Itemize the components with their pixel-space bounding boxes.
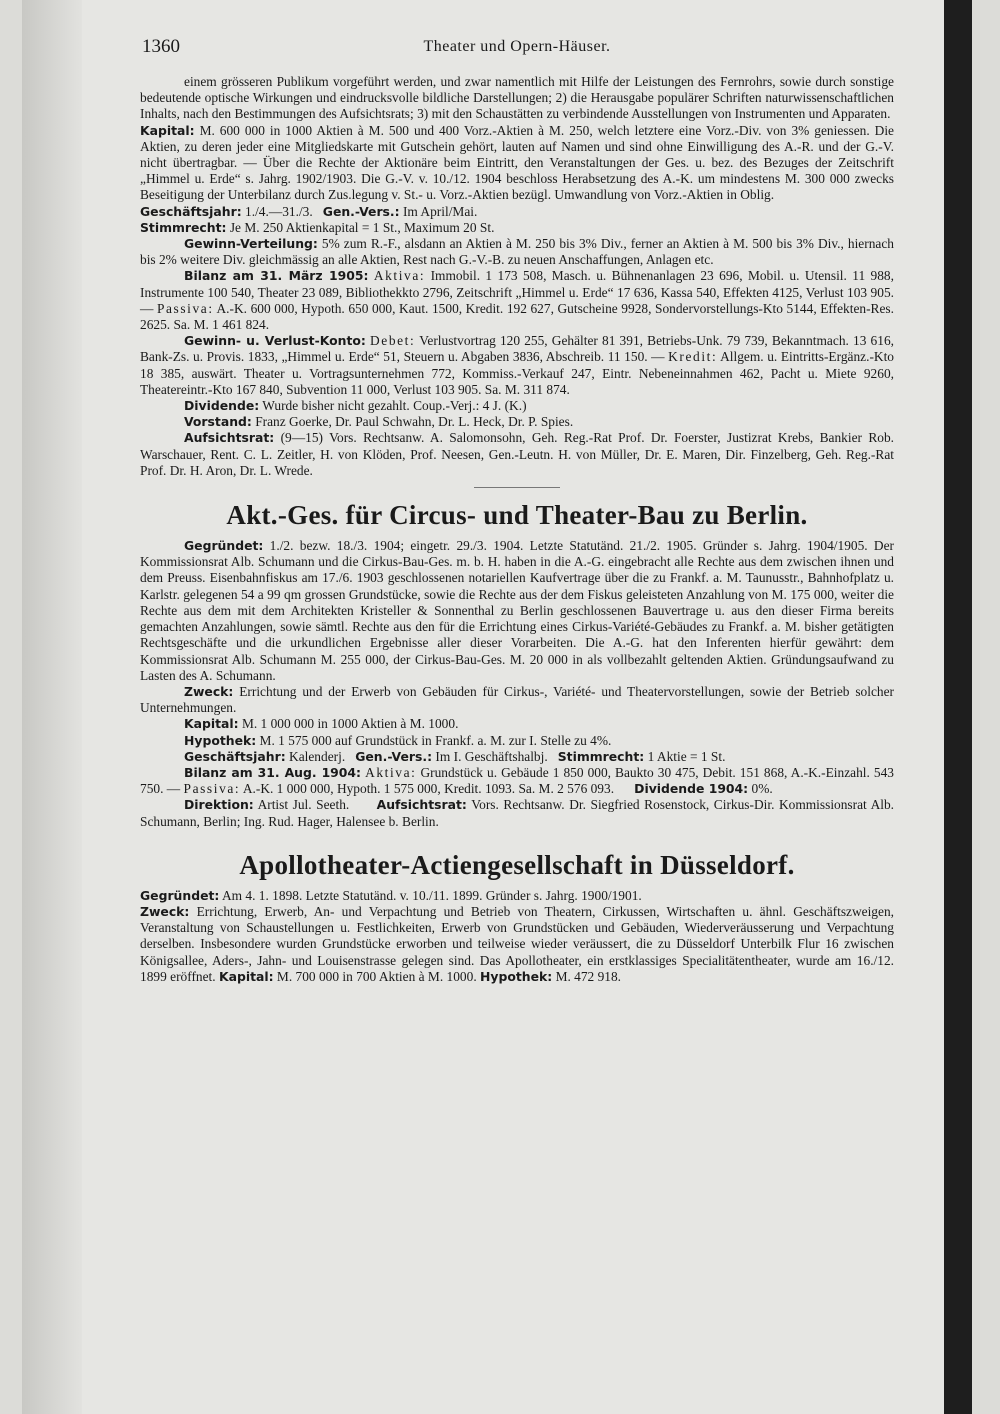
text-column (140, 74, 894, 985)
entry2-hypothek (140, 733, 894, 749)
value: 1./4.—31./3. (245, 203, 313, 219)
entry2-geschaeftsjahr (140, 749, 894, 765)
entry1-bilanz (140, 268, 894, 333)
label: Geschäftsjahr: (140, 203, 242, 219)
label: Hypothek: (184, 732, 257, 748)
entry1-aufsichtsrat (140, 430, 894, 479)
page-number: 1360 (142, 36, 180, 57)
entry1-geschaeftsjahr (140, 204, 894, 220)
label: Kapital: (184, 716, 239, 732)
entry1-stimmrecht (140, 220, 894, 236)
value: M. 1 575 000 auf Grundstück in Frankf. a. M. zur I. Stelle zu 4%. (259, 732, 612, 748)
kredit-label: Kredit: (668, 349, 718, 365)
section-divider (474, 487, 560, 488)
aktiva-label: Aktiva: (365, 764, 417, 780)
label: Stimmrecht: (557, 748, 645, 764)
entry2-zweck (140, 684, 894, 716)
value: Je M. 250 Aktienkapital = 1 St., Maximum 20 St. (229, 219, 495, 235)
label: Dividende 1904: (634, 781, 749, 797)
value: 1 Aktie = 1 St. (647, 748, 726, 764)
aktiva-label: Aktiva: (373, 268, 426, 284)
page-gutter-shadow (22, 0, 82, 1414)
entry2-bilanz (140, 765, 894, 797)
value: (9—15) Vors. Rechtsanw. A. Salomonsohn, Geh. Reg.-Rat Prof. Dr. Foerster, Justizrat Krebs, Bankier Rob. Warschauer, Rent. C. L. Zeitler, H. von Klöden, Prof. Neesen, Gen.-Leutn. H. von Müller, Dr. E. Maren, Dir. Finzelberg, Geh. Reg.-Rat Prof. Dr. H. Aron, Dr. L. Wrede. (140, 430, 894, 478)
value: Verlustvortrag 120 255, Gehälter 81 391, Betriebs-Unk. 79 739, Bekanntmach. 13 616, Bank-Zs. u. Provis. 1833, „Himmel u. Erde“ 51, Steuern u. Abgaben 3836, Abschreib. 11 150. — (140, 333, 894, 365)
label: Gewinn- u. Verlust-Konto: (184, 333, 366, 349)
value: Grundstück u. Gebäude 1 850 000, Baukto 30 475, Debit. 151 868, A.-K.-Einzahl. 543 750. — (140, 764, 894, 797)
label: Aufsichtsrat: (184, 430, 275, 446)
label: Kapital: (140, 122, 195, 138)
value: M. 600 000 in 1000 Aktien à M. 500 und 400 Vorz.-Aktien à M. 250, welch letztere eine Vorz.-Div. von 3% geniessen. Die Aktien, zu deren jeder eine Mitgliedskarte mit Gutschein gehört, lauten auf Namen und sind ohne Einwilligung des A.-R. und der G.-V. nicht übertragbar. — Über die Rechte der Aktionäre beim Eintritt, den Veranstaltungen der Ges. u. bez. des Bezuges der Zeitschrift „Himmel u. Erde“ s. Jahrg. 1902/1903. Die G.-V. v. 10./12. 1904 beschloss Herabsetzung des A.-K. um mindestens M. 300 000 zwecks Beseitigung der Unterbilanz durch Zus.legung v. St.- u. Vorz.-Aktien bezügl. Umwandlung von Vorz.-Aktien in Oblig. (140, 122, 894, 203)
passiva-label: Passiva: (183, 781, 241, 797)
entry2-direktion (140, 797, 894, 829)
value: 5% zum R.-F., alsdann an Aktien à M. 250 bis 3% Div., ferner an Aktien à M. 500 bis 3% Div., hiernach bis 2% weitere Div. gleichmässig an alle Aktien, Rest nach G.-V.-B. zu neuen Anschaffungen, Anlagen etc. (140, 236, 894, 268)
value: Im I. Geschäftshalbj. (435, 748, 548, 764)
value: Errichtung, Erwerb, An- und Verpachtung und Betrieb von Theatern, Cirkussen, Wirtschaften u. ähnl. Geschäftszweigen, Veranstaltung von Schaustellungen u. Festlichkeiten, Erwerb von Grundstücken und Gebäuden, Wiederveräusserung und Verpachtung derselben. Insbesondere wurden Grundstücke erworben und teilweise wieder veräussert, die zu Düsseldorf Unterbilk Flur 16 zwischen Königsallee, Aders-, Jahn- und Louisenstrasse gelegen sind. Das Apollotheater, ein erstklassiges Specialitätentheater, wurde am 16./12. 1899 eröffnet. (140, 903, 894, 984)
entry1-gewinn-verlust-konto (140, 333, 894, 398)
label: Hypothek: (480, 968, 553, 984)
value: 0%. (751, 781, 773, 797)
label: Gegründet: (140, 887, 220, 903)
value: M. 700 000 in 700 Aktien à M. 1000. (276, 968, 477, 984)
entry1-zweck-continuation: einem grösseren Publikum vorgeführt werden, und zwar namentlich mit Hilfe der Leistungen des Fernrohrs, sowie durch sonstige bedeutende optische Wirkungen und eindrucksvolle bildliche Darstellungen; 2) die Herausgabe populärer Schriften naturwissenschaftlichen Inhalts, nach den Bestimmungen des Aufsichtsrats; 3) mit den Schaustätten zu verbindende Ausstellungen von Instrumenten und Apparaten. (140, 74, 894, 122)
value: Errichtung und der Erwerb von Gebäuden für Cirkus-, Variété- und Theatervorstellungen, sowie der Betrieb solcher Unternehmungen. (140, 683, 894, 716)
page-header (142, 36, 892, 60)
label: Bilanz am 31. Aug. 1904: (184, 764, 362, 780)
label: Gen.-Vers.: (355, 748, 433, 764)
entry2-title: Akt.-Ges. für Circus- und Theater-Bau zu Berlin. (226, 500, 808, 531)
label: Gegründet: (184, 538, 264, 554)
page-edge-dark (944, 0, 972, 1414)
label: Aufsichtsrat: (376, 797, 467, 813)
value: M. 1 000 000 in 1000 Aktien à M. 1000. (241, 716, 459, 732)
value: 1./2. bezw. 18./3. 1904; eingetr. 29./3. 1904. Letzte Statutänd. 21./2. 1905. Gründer s. Jahrg. 1904/1905. Der Kommissionsrat Alb. Schumann und die Cirkus-Bau-Ges. m. b. H. haben in die A.-G. eingebracht alle Rechte aus dem zwischen ihnen und dem Preuss. Eisenbahnfiskus am 17./6. 1903 geschlossenen notariellen Kaufvertrage über die zu Frankf. a. M. Taunusstr., Bahnhofplatz u. Karlstr. gelegenen 54 a 99 qm grossen Grundstücke, sowie die Rechte aus der dem Fiskus geleisteten Anzahlung von M. 175 000, weiter die Rechte aus dem mit dem Architekten Kristeller & Sonnenthal zu Berlin geschlossenen Bauvertrage u. aus den dieser Firma bereits gemachten Anzahlungen, sowie sämtl. Rechte aus den für die Errichtung eines Cirkus-Variété-Gebäudes zu Frankf. a. M. bisher getätigten Rechtsgeschäfte und die urkundlichen Ergebnisse aller dieser Vorarbeiten. Die A.-G. hat den Inferenten hierfür gewährt: dem Kommissionsrat Alb. Schumann M. 255 000, der Cirkus-Bau-Ges. M. 20 000 in als vollbezahlt geltenden Aktien. Gründungsaufwand zu Lasten des A. Schumann. (140, 538, 894, 683)
entry3-title: Apollotheater-Actiengesellschaft in Düsseldorf. (239, 849, 795, 880)
value: Im April/Mai. (402, 203, 478, 219)
label: Zweck: (184, 683, 234, 699)
value: Allgem. u. Eintritts-Ergänz.-Kto 18 385, auswärt. Theater u. Vortragsunternehmen 772, Kommiss.-Verkauf 247, Eintr. Nebeneinnahmen 462, Pacht u. Miete 9260, Theatereintr.-Kto 167 840, Subvention 11 000, Verlust 103 905. Sa. M. 311 874. (140, 349, 894, 397)
value: A.-K. 600 000, Hypoth. 650 000, Kaut. 1500, Kredit. 192 627, Gutscheine 9928, Sondervorstellungs-Kto 5144, Effekten-Res. 2625. Sa. M. 1 461 824. (140, 300, 894, 333)
passiva-label: Passiva: (156, 300, 214, 316)
value: Kalenderj. (289, 748, 346, 764)
entry1-dividende (140, 398, 894, 414)
label: Kapital: (218, 968, 274, 984)
entry3-gegruendet (140, 888, 894, 904)
entry1-vorstand (140, 414, 894, 430)
document-page (22, 0, 972, 1414)
value: Franz Goerke, Dr. Paul Schwahn, Dr. L. Heck, Dr. P. Spies. (255, 414, 574, 430)
entry3-zweck (140, 904, 894, 985)
label: Vorstand: (184, 414, 252, 430)
entry1-kapital (140, 123, 894, 204)
entry2-gegruendet (140, 538, 894, 684)
debet-label: Debet: (370, 333, 416, 349)
label: Direktion: (184, 797, 254, 813)
label: Gewinn-Verteilung: (184, 236, 318, 252)
value: Artist Jul. Seeth. (257, 797, 350, 813)
label: Zweck: (140, 903, 190, 919)
entry2-kapital (140, 716, 894, 732)
label: Bilanz am 31. März 1905: (184, 268, 369, 284)
value: M. 472 918. (555, 968, 622, 984)
value: A.-K. 1 000 000, Hypoth. 1 575 000, Kredit. 1093. Sa. M. 2 576 093. (242, 781, 615, 797)
value: Am 4. 1. 1898. Letzte Statutänd. v. 10./11. 1899. Gründer s. Jahrg. 1900/1901. (221, 887, 642, 903)
label: Geschäftsjahr: (184, 748, 286, 764)
label: Stimmrecht: (140, 219, 227, 235)
value: Wurde bisher nicht gezahlt. Coup.-Verj.: 4 J. (K.) (262, 398, 527, 414)
value: Vors. Rechtsanw. Dr. Siegfried Rosenstock, Cirkus-Dir. Kommissionsrat Alb. Schumann, Berlin; Ing. Rud. Hager, Halensee b. Berlin. (140, 797, 895, 829)
entry1-gewinn-verteilung (140, 236, 894, 268)
value: Immobil. 1 173 508, Masch. u. Bühnenanlagen 23 696, Mobil. u. Utensil. 11 988, Instrumente 100 540, Theater 23 089, Bibliothekkto 2796, Zeitschrift „Himmel u. Erde“ 17 636, Kassa 540, Effekten 4125, Verlust 103 905. — (140, 268, 894, 316)
label: Dividende: (184, 398, 260, 414)
running-title: Theater und Opern-Häuser. (423, 38, 611, 55)
label: Gen.-Vers.: (322, 203, 400, 219)
